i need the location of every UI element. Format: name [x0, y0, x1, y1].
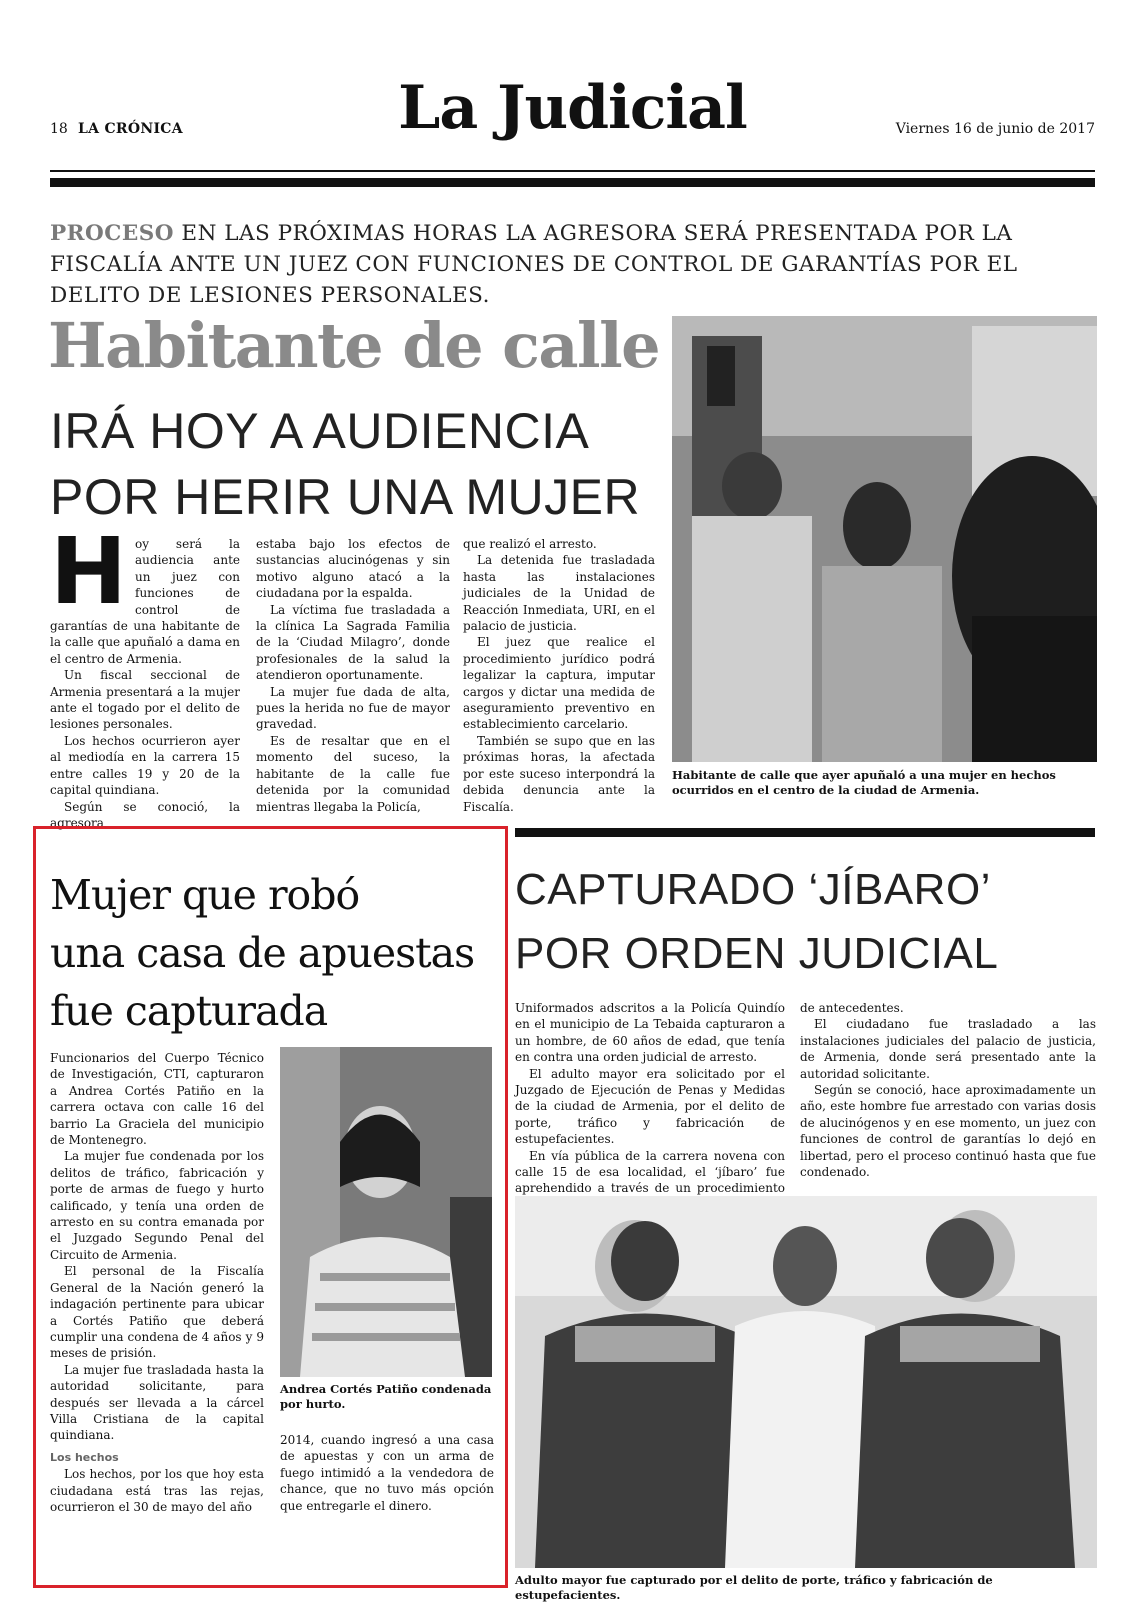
- paragraph: Funcionarios del Cuerpo Técnico de Investigación, CTI, capturaron a Andrea Cortés Patiño en la carrera octava con calle 16 del barrio La Graciela del municipio de Montenegro.: [50, 1051, 264, 1148]
- paragraph: La detenida fue trasladada hasta las instalaciones judiciales de la Unidad de Reacción Inmediata, URI, en el palacio de justicia.: [463, 553, 655, 634]
- paragraph: El adulto mayor era solicitado por el Juzgado de Ejecución de Penas y Medidas de la ciudad de Armenia, por el delito de porte, tráfico y fabricación de estupefacientes.: [515, 1066, 785, 1147]
- story2-photo: [280, 1047, 492, 1377]
- dropcap: H: [50, 518, 127, 625]
- header-rule-thin: [50, 170, 1095, 172]
- paragraph: La mujer fue trasladada hasta la autoridad solicitante, para después ser llevada a la cárcel Villa Cristiana de la capital quindiana.: [50, 1362, 264, 1443]
- paragraph: Es de resaltar que en el momento del suceso, la habitante de la calle fue detenida por la comunidad mientras llegaba la Policía,: [256, 733, 450, 814]
- kicker-text: EN LAS PRÓXIMAS HORAS LA AGRESORA SERÁ PRESENTADA POR LA FISCALÍA ANTE UN JUEZ CON FUNCIONES DE CONTROL DE GARANTÍAS POR EL DELITO DE LESIONES PERSONALES.: [50, 221, 1018, 308]
- paragraph: Un fiscal seccional de Armenia presentará a la mujer ante el togado por el delito de lesiones personales.: [50, 668, 240, 732]
- paragraph: que realizó el arresto.: [463, 537, 597, 551]
- paragraph: El juez que realice el procedimiento jurídico podrá legalizar la captura, imputar cargos y dictar una medida de aseguramiento preventivo en establecimiento carcelario.: [463, 635, 655, 732]
- paragraph: La víctima fue trasladada a la clínica La Sagrada Familia de la ‘Ciudad Milagro’, donde profesionales de la salud la atendieron oportunamente.: [256, 602, 450, 683]
- paragraph: En vía pública de la carrera novena con calle 15 de esa localidad, el ‘jíbaro’ fue aprehendido a través de un procedimiento: [515, 1148, 785, 1196]
- story2-headline-line2: una casa de apuestas: [50, 929, 475, 977]
- story2-headline-line3: fue capturada: [50, 987, 328, 1035]
- paragraph: de antecedentes.: [800, 1001, 904, 1015]
- paragraph: También se supo que en las próximas horas, la afectada por este suceso interpondrá la debida denuncia ante la Fiscalía.: [463, 733, 655, 814]
- story1-headline: Habitante de calle: [48, 309, 660, 382]
- story2-column-1: [50, 1050, 264, 1515]
- story2-headline: [50, 866, 500, 1040]
- page-number: 18: [50, 121, 68, 137]
- paragraph: La mujer fue condenada por los delitos de tráfico, fabricación y porte de armas de fuego y hurto calificado, y tenía una orden de arresto en su contra emanada por el Juzgado Segundo Penal del Circuito de Armenia.: [50, 1149, 264, 1262]
- paragraph: Los hechos, por los que hoy esta ciudadana está tras las rejas, ocurrieron el 30 de mayo del año: [50, 1467, 264, 1514]
- story2-column-2: [280, 1432, 494, 1514]
- story3-top-rule: [515, 828, 1095, 837]
- story1-column-1: [50, 518, 240, 831]
- paragraph: Según se conoció, hace aproximadamente un año, este hombre fue arrestado con varias dosis de alucinógenos y en ese momento, un juez con funciones de control de garantías lo dejó en libertad, pero el proceso continuó hasta que fue condenado.: [800, 1083, 1096, 1180]
- story1-subheadline-line1: IRÁ HOY A AUDIENCIA: [50, 403, 590, 459]
- paragraph: estaba bajo los efectos de sustancias alucinógenas y sin motivo alguno atacó a la ciudadana por la espalda.: [256, 537, 450, 601]
- story1-subheadline: [50, 398, 680, 530]
- story1-subheadline-line2: POR HERIR UNA MUJER: [50, 469, 641, 525]
- paragraph: La mujer fue dada de alta, pues la herida no fue de mayor gravedad.: [256, 684, 450, 732]
- story2-headline-line1: Mujer que robó: [50, 871, 360, 919]
- paragraph: El ciudadano fue trasladado a las instalaciones judiciales del palacio de justicia, de Armenia, donde será presentado ante la autoridad solicitante.: [800, 1017, 1096, 1081]
- story1-column-3: [463, 536, 655, 815]
- story1-photo-caption: Habitante de calle que ayer apuñaló a una mujer en hechos ocurridos en el centro de la ciudad de Armenia.: [672, 768, 1056, 797]
- story3-headline-line2: POR ORDEN JUDICIAL: [515, 929, 999, 978]
- story1-column-2: [256, 536, 450, 815]
- paragraph: 2014, cuando ingresó a una casa de apuestas y con un arma de fuego intimidó a la vendedora de chance, que no tuvo más opción que entregarle el dinero.: [280, 1433, 494, 1513]
- story3-photo: [515, 1196, 1097, 1568]
- story1-photo: [672, 316, 1097, 762]
- publication-date: Viernes 16 de junio de 2017: [895, 121, 1095, 137]
- newspaper-name: LA CRÓNICA: [78, 121, 183, 137]
- story3-photo-caption: Adulto mayor fue capturado por el delito de porte, tráfico y fabricación de estupefacientes.: [515, 1573, 993, 1602]
- story3-column-2: [800, 1000, 1096, 1180]
- story2-photo-caption: Andrea Cortés Patiño condenada por hurto.: [280, 1382, 492, 1411]
- paragraph: Uniformados adscritos a la Policía Quindío en el municipio de La Tebaida capturaron a un hombre, de 60 años de edad, que tenía en contra una orden judicial de arresto.: [515, 1001, 785, 1065]
- paragraph: oy será la audiencia ante un juez con funciones de control de garantías de una habitante de la calle que apuñaló a dama en el centro de Armenia.: [50, 537, 240, 666]
- police-arrest-image: [515, 1196, 1097, 1568]
- paragraph: El personal de la Fiscalía General de la Nación generó la indagación pertinente para ubicar a Cortés Patiño que deberá cumplir una condena de 4 años y 9 meses de prisión.: [50, 1264, 264, 1361]
- story3-headline: [515, 858, 1095, 986]
- story2-subhead: Los hechos: [50, 1450, 119, 1464]
- header-rule-thick: [50, 178, 1095, 187]
- woman-portrait-image: [280, 1047, 492, 1377]
- paragraph: Según se conoció, la agresora: [50, 799, 240, 830]
- story3-headline-line1: CAPTURADO ‘JÍBARO’: [515, 865, 991, 914]
- section-title: La Judicial: [398, 73, 747, 143]
- story1-kicker: [50, 218, 1100, 311]
- kicker-label: PROCESO: [50, 221, 175, 246]
- story3-column-1: [515, 1000, 785, 1213]
- street-scene-image: [672, 316, 1097, 762]
- paragraph: Los hechos ocurrieron ayer al mediodía en la carrera 15 entre calles 19 y 20 de la capital quindiana.: [50, 733, 240, 798]
